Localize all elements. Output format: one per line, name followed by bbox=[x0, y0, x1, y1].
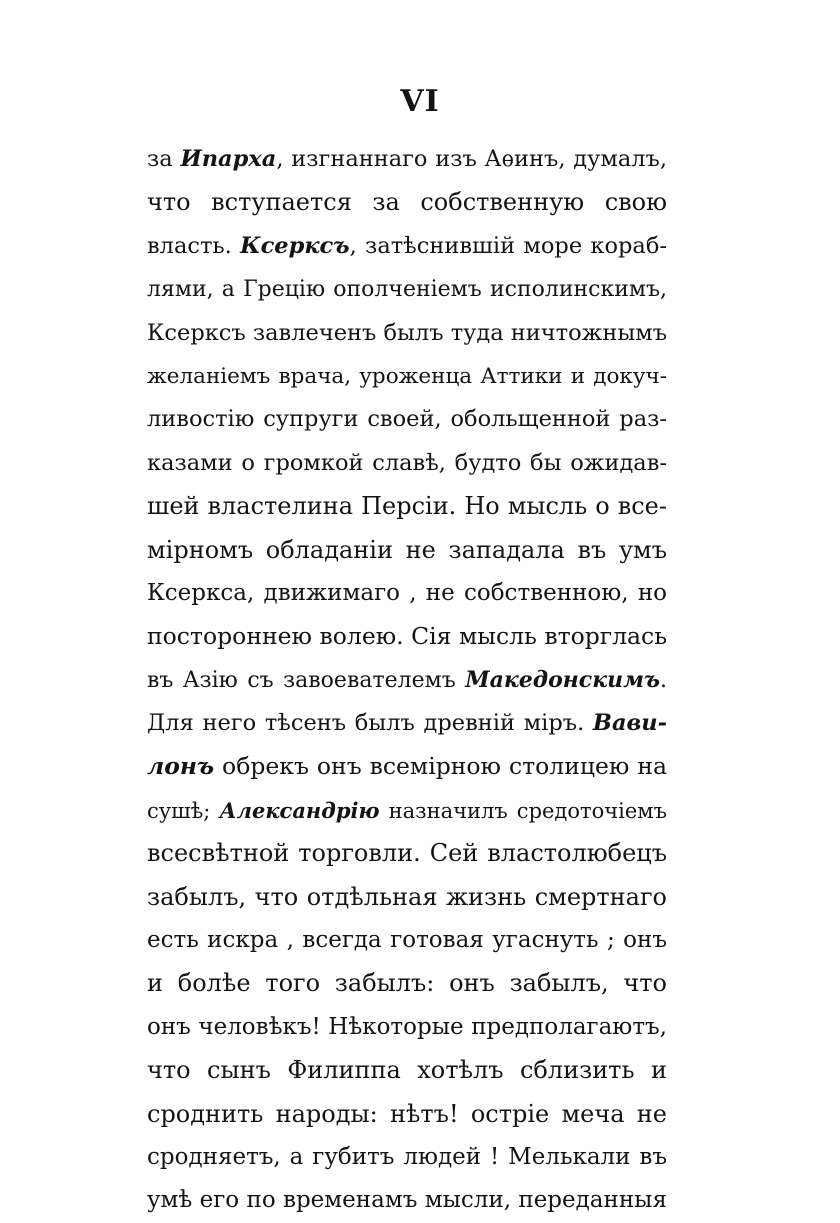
line-text: назначилъ средоточіемъ bbox=[379, 798, 667, 823]
line-text: что вступается за собственную свою bbox=[147, 188, 667, 217]
text-line bbox=[147, 225, 667, 268]
text-line bbox=[147, 442, 667, 485]
text-line bbox=[147, 876, 667, 919]
line-text: умѣ его по временамъ мысли, переданныя bbox=[147, 1187, 667, 1214]
line-text: власть. bbox=[147, 232, 241, 259]
text-line bbox=[147, 312, 667, 355]
line-text: шей властелина Персіи. Но мысль о все- bbox=[147, 492, 667, 521]
text-line bbox=[147, 268, 667, 311]
line-text: въ Азію съ завоевателемъ bbox=[147, 667, 466, 693]
text-line bbox=[147, 1093, 667, 1136]
text-line bbox=[147, 919, 667, 962]
line-text: сушѣ; bbox=[147, 798, 220, 823]
text-line bbox=[147, 572, 667, 615]
italic-name: Вави- bbox=[592, 710, 667, 737]
text-line bbox=[147, 1179, 667, 1222]
text-line bbox=[147, 181, 667, 224]
text-line bbox=[147, 832, 667, 875]
body-text bbox=[147, 138, 667, 1223]
text-line bbox=[147, 789, 667, 832]
italic-name: Александрію bbox=[219, 797, 380, 823]
text-line bbox=[147, 485, 667, 528]
text-line bbox=[147, 745, 667, 788]
line-text: Ксерксъ завлеченъ былъ туда ничтожнымъ bbox=[147, 319, 668, 346]
line-text: всесвѣтной торговли. Сей властолюбецъ bbox=[147, 839, 667, 868]
text-line bbox=[147, 1136, 667, 1179]
line-text: , затѣснившій море кораб- bbox=[349, 232, 667, 259]
italic-name: лонъ bbox=[147, 752, 215, 781]
text-line bbox=[147, 962, 667, 1005]
text-line bbox=[147, 138, 667, 181]
line-text: сроднить народы: нѣтъ! остріе меча не bbox=[147, 1099, 667, 1128]
text-line bbox=[147, 1049, 667, 1092]
text-line bbox=[147, 355, 667, 398]
line-text: мірномъ обладаніи не западала въ умъ bbox=[147, 535, 667, 564]
line-text: ливостію супруги своей, обольщенной раз- bbox=[147, 406, 667, 433]
text-line bbox=[147, 659, 667, 702]
text-line bbox=[147, 398, 667, 441]
line-text: онъ человѣкъ! Нѣкоторые предполагаютъ, bbox=[147, 1013, 667, 1040]
text-line bbox=[147, 615, 667, 658]
line-text: Для него тѣсенъ былъ древній міръ. bbox=[147, 710, 593, 737]
page-number: VI bbox=[400, 84, 440, 119]
italic-name: Македонскимъ bbox=[465, 666, 660, 693]
line-text: казами о громкой славѣ, будто бы ожидав- bbox=[147, 449, 667, 476]
line-text: и болѣе того забылъ: онъ забылъ, что bbox=[147, 969, 667, 998]
line-text: что сынъ Филиппа хотѣлъ сблизить и bbox=[147, 1056, 667, 1085]
line-text: обрекъ онъ всемірною столицею на bbox=[214, 752, 667, 781]
line-text: желаніемъ врача, уроженца Аттики и докуч- bbox=[147, 363, 667, 389]
italic-name: Ипарха bbox=[180, 146, 277, 172]
text-line bbox=[147, 1006, 667, 1049]
text-line bbox=[147, 702, 667, 745]
line-text: , изгнаннаго изъ Аѳинъ, думалъ, bbox=[276, 146, 667, 172]
line-text: есть искра , всегда готовая угаснуть ; онъ bbox=[147, 927, 667, 954]
line-text: лями, а Грецію ополченіемъ исполинскимъ, bbox=[147, 277, 667, 303]
line-text: забылъ, что отдѣльная жизнь смертнаго bbox=[147, 882, 667, 911]
line-text: . bbox=[660, 667, 667, 693]
line-text: сродняетъ, а губитъ людей ! Мелькали въ bbox=[147, 1143, 667, 1170]
line-text: постороннею волею. Сія мысль вторглась bbox=[147, 622, 667, 651]
italic-name: Ксерксъ bbox=[240, 232, 350, 259]
line-text: за bbox=[147, 146, 181, 172]
text-line bbox=[147, 529, 667, 572]
line-text: Ксеркса, движимаго , не собственною, но bbox=[147, 579, 667, 606]
